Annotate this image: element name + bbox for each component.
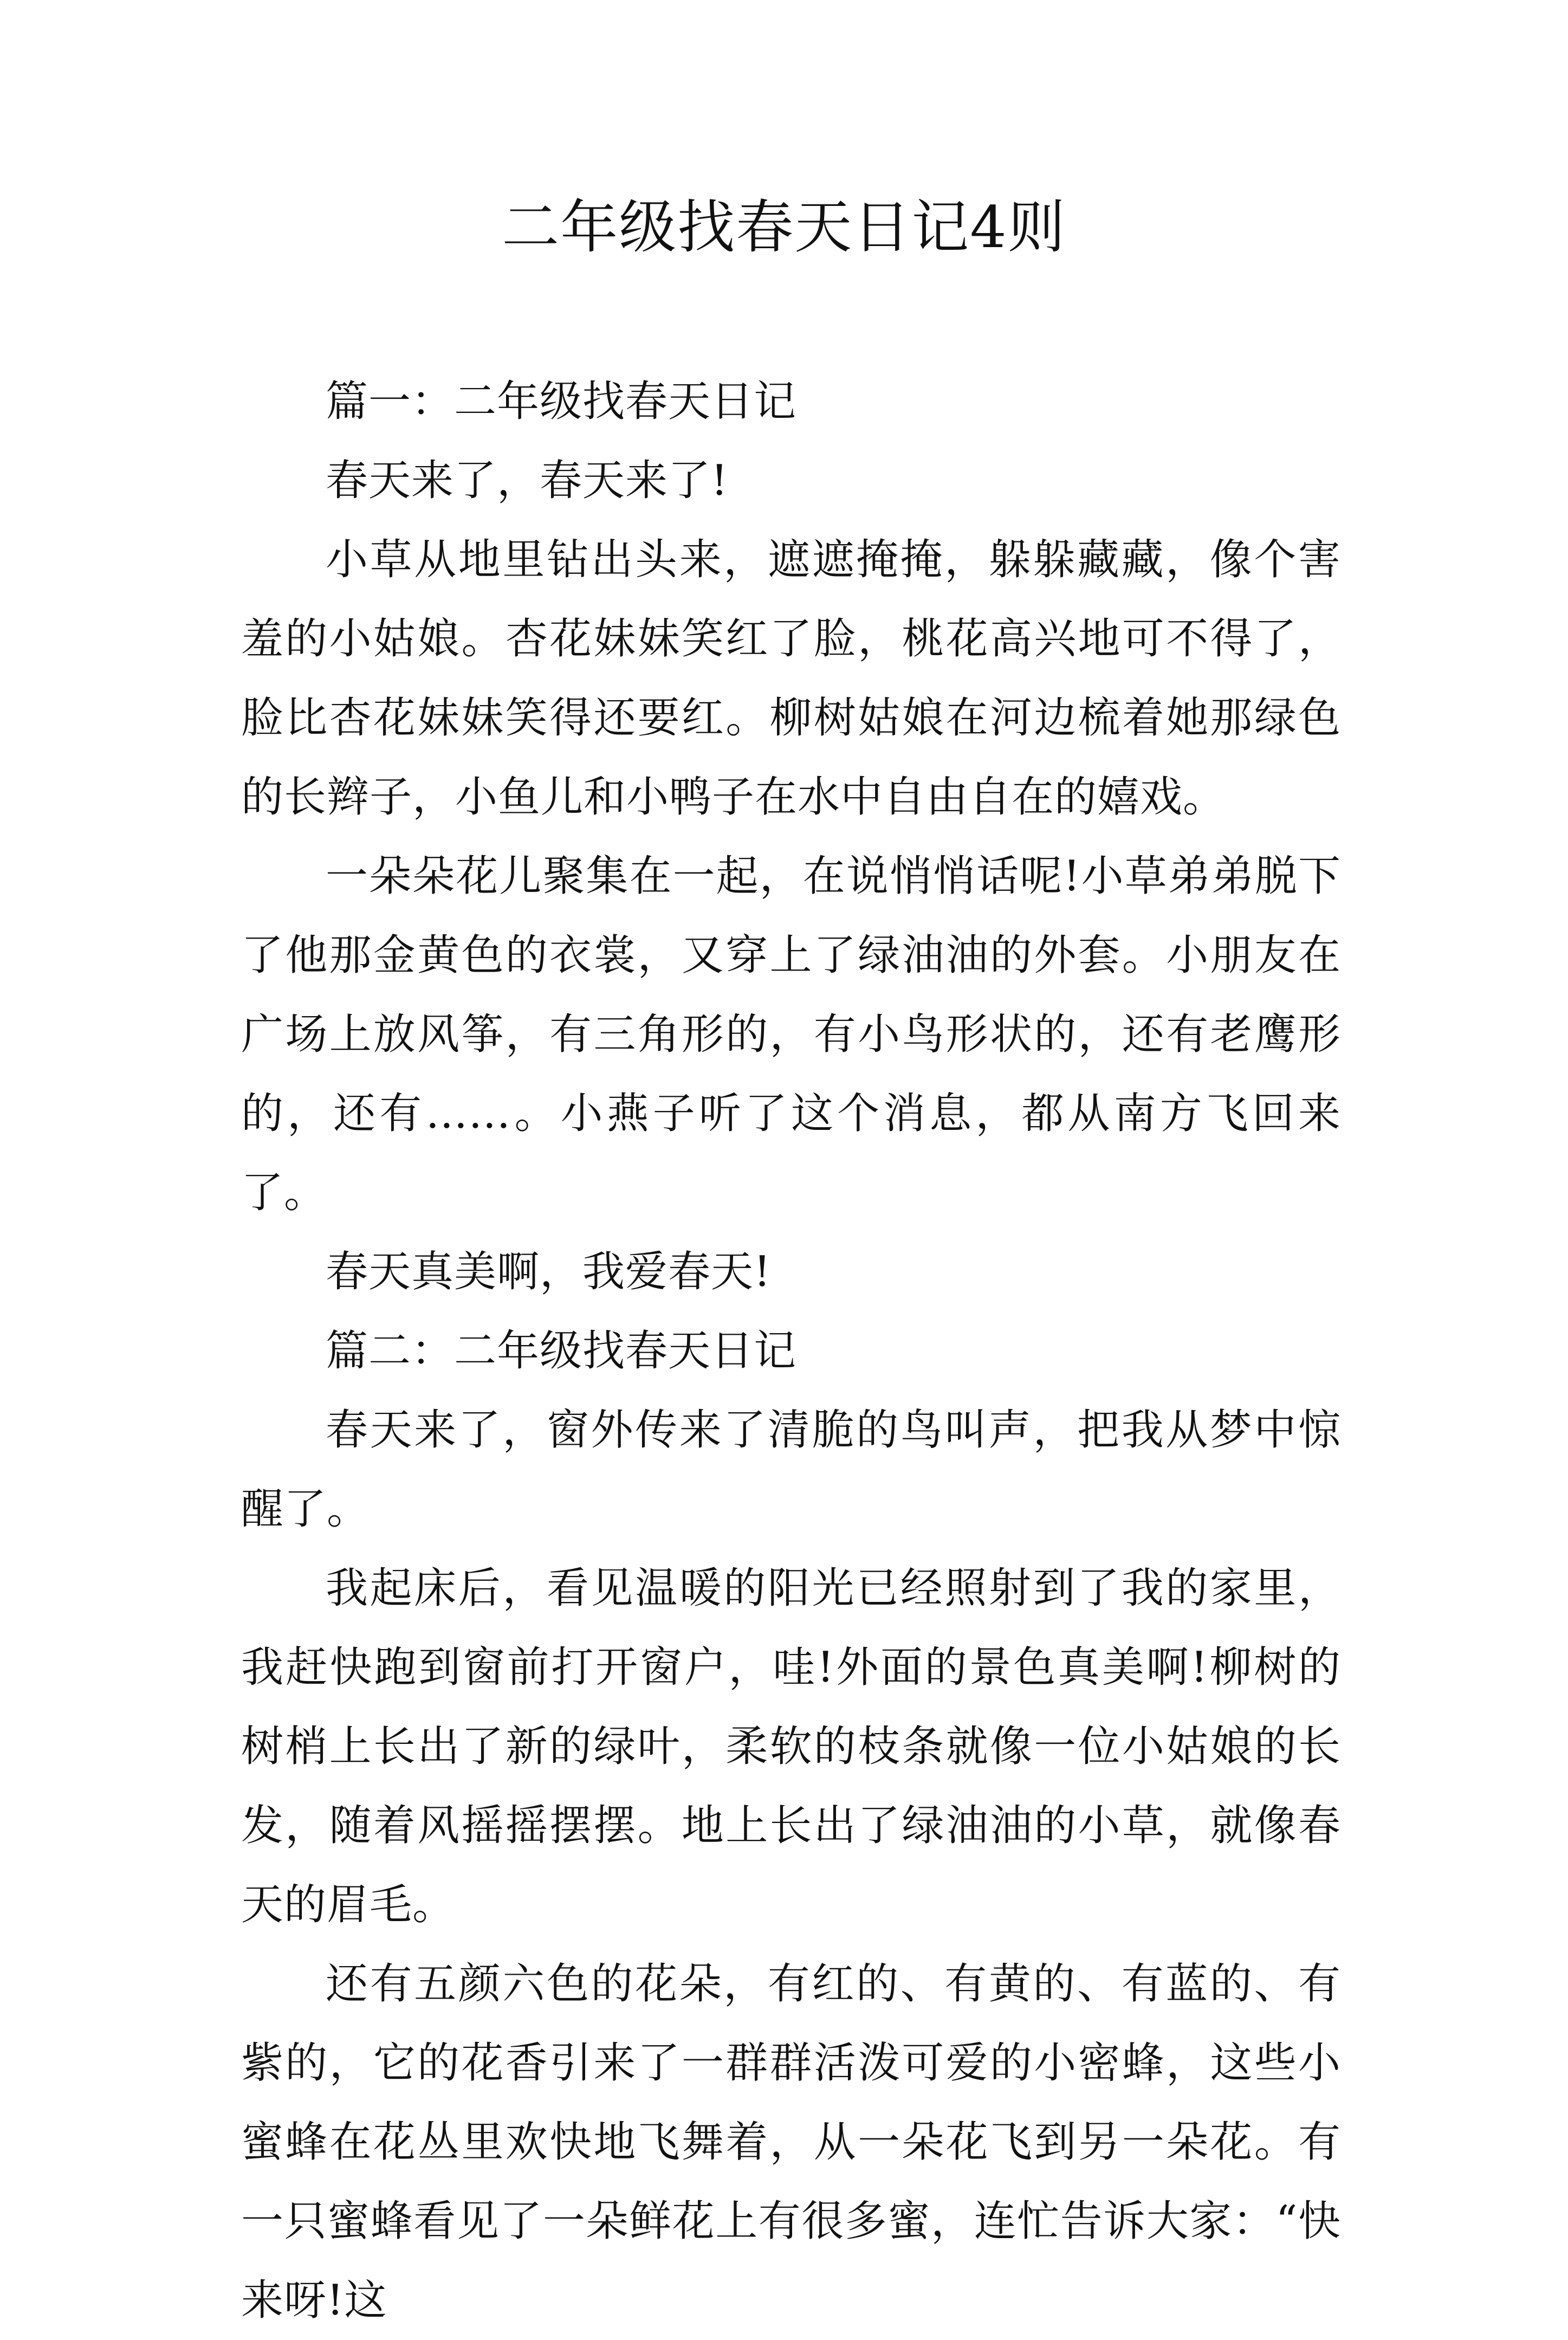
- paragraph: 一朵朵花儿聚集在一起，在说悄悄话呢!小草弟弟脱下了他那金黄色的衣裳，又穿上了绿油油的外套。小朋友在广场上放风筝，有三角形的，有小鸟形状的，还有老鹰形的，还有……。小燕子听了这个消息，都从南方飞回来了。: [241, 852, 1341, 1217]
- paragraph: 篇一：二年级找春天日记: [326, 377, 797, 426]
- paragraph: 春天来了，窗外传来了清脆的鸟叫声，把我从梦中惊醒了。: [241, 1406, 1341, 1534]
- paragraph: 我起床后，看见温暖的阳光已经照射到了我的家里，我赶快跑到窗前打开窗户，哇!外面的景色真美啊!柳树的树梢上长出了新的绿叶，柔软的枝条就像一位小姑娘的长发，随着风摇摇摆摆。地上长出了绿油油的小草，就像春天的眉毛。: [241, 1564, 1341, 1929]
- paragraph: 春天来了，春天来了!: [326, 456, 729, 505]
- paragraph: 小草从地里钻出头来，遮遮掩掩，躲躲藏藏，像个害羞的小姑娘。杏花妹妹笑红了脸，桃花高兴地可不得了，脸比杏花妹妹笑得还要红。柳树姑娘在河边梳着她那绿色的长辫子，小鱼儿和小鸭子在水中自由自在的嬉戏。: [241, 535, 1341, 822]
- paragraph: 篇二：二年级找春天日记: [326, 1327, 797, 1375]
- paragraph: 还有五颜六色的花朵，有红的、有黄的、有蓝的、有紫的，它的花香引来了一群群活泼可爱的小密蜂，这些小蜜蜂在花丛里欢快地飞舞着，从一朵花飞到另一朵花。有一只蜜蜂看见了一朵鲜花上有很多蜜，连忙告诉大家：“快来呀!这: [241, 1960, 1341, 2325]
- document-title: 二年级找春天日记4则: [502, 194, 1066, 261]
- document-body: [241, 362, 1341, 2340]
- paragraph: 春天真美啊，我爱春天!: [326, 1247, 772, 1296]
